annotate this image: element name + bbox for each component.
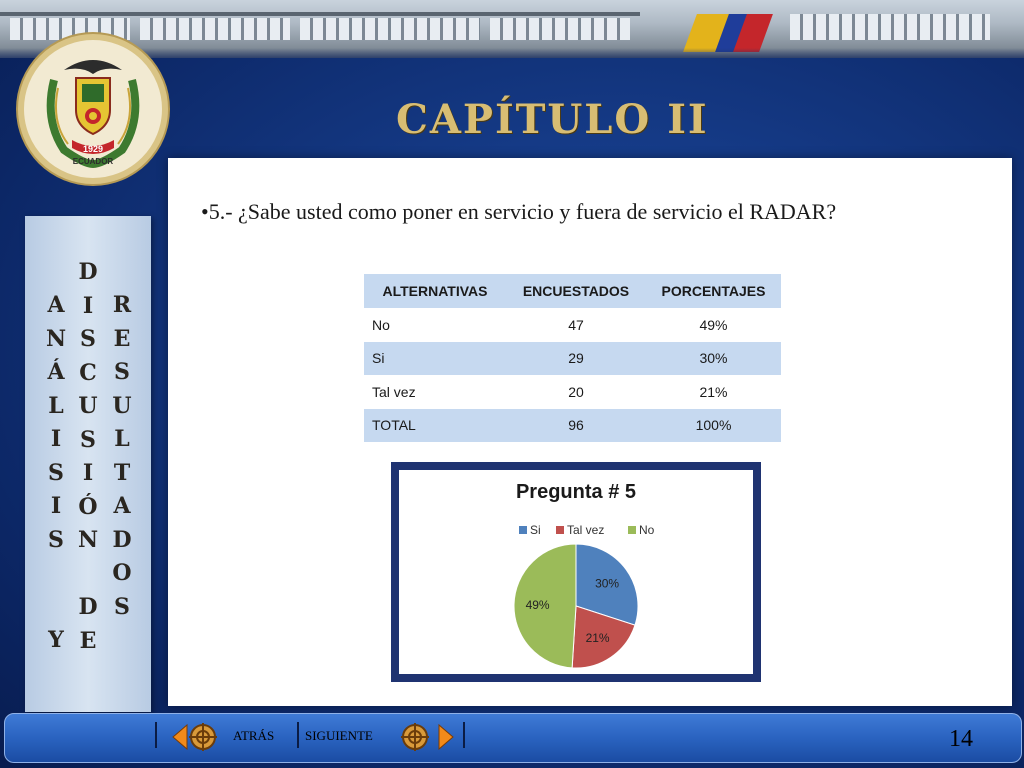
- table-row: [364, 308, 781, 342]
- side-letter: N: [45, 325, 67, 352]
- table-header-row: [364, 274, 781, 308]
- side-letter: T: [113, 459, 131, 486]
- table-cell: No: [372, 316, 390, 333]
- side-letter: Á: [47, 359, 65, 385]
- nav-separator: [155, 722, 157, 748]
- legend-label: No: [639, 523, 655, 537]
- nav-separator: [297, 722, 299, 748]
- results-table: [364, 274, 781, 442]
- table-cell: 21%: [699, 383, 728, 400]
- side-letter: S: [80, 426, 96, 453]
- side-letter: L: [114, 426, 130, 452]
- logo-country: ECUADOR: [72, 157, 114, 166]
- legend-swatch: [556, 526, 564, 534]
- back-button[interactable]: [169, 719, 221, 755]
- logo-year: 1929: [82, 144, 104, 154]
- legend-swatch: [628, 526, 636, 534]
- legend-swatch: [519, 526, 527, 534]
- side-letter: O: [112, 560, 132, 586]
- side-letter: [39, 557, 73, 591]
- table-row: [364, 342, 781, 376]
- side-letter: S: [114, 593, 130, 620]
- side-letter: [39, 591, 73, 625]
- table-header: ENCUESTADOS: [506, 274, 646, 308]
- side-letter: I: [50, 426, 62, 452]
- side-text-analisis-y: [39, 289, 73, 658]
- side-letter: S: [114, 359, 130, 385]
- table-cell: 49%: [699, 316, 728, 333]
- side-letter: Y: [48, 627, 64, 653]
- side-letter: I: [82, 460, 94, 486]
- side-letter: S: [80, 326, 96, 352]
- legend-label: Si: [530, 523, 541, 537]
- table-cell: 29: [506, 342, 646, 376]
- table-cell: 47: [568, 316, 584, 333]
- legend-label: Tal vez: [567, 523, 605, 537]
- side-letter: C: [79, 359, 97, 386]
- side-letter: Ó: [78, 493, 98, 520]
- navigation-bar: [4, 713, 1022, 763]
- side-letter: U: [78, 393, 98, 419]
- table-header: ALTERNATIVAS: [364, 274, 506, 308]
- pie-data-label: 30%: [595, 576, 620, 591]
- side-letter: S: [48, 526, 64, 553]
- side-letter: D: [78, 594, 98, 620]
- table-cell: 96: [506, 409, 646, 443]
- side-letter: I: [50, 493, 62, 519]
- side-text-resultados: [105, 289, 139, 624]
- chapter-title: CAPÍTULO II: [396, 96, 709, 143]
- side-letter: N: [77, 527, 99, 553]
- side-letter: L: [48, 392, 64, 419]
- side-letter: A: [47, 292, 65, 318]
- table-cell: 20: [568, 383, 584, 400]
- pie-data-label: 21%: [585, 630, 610, 645]
- next-button[interactable]: [397, 719, 449, 755]
- table-cell: 30%: [646, 342, 781, 376]
- side-letter: R: [112, 292, 132, 318]
- side-letter: D: [112, 526, 132, 553]
- side-letter: I: [82, 292, 94, 319]
- side-letter: U: [112, 392, 132, 419]
- nav-separator: [463, 722, 465, 748]
- pie-chart-frame: [391, 462, 761, 682]
- table-row: [364, 375, 781, 409]
- pie-chart: [399, 470, 753, 674]
- table-row: [364, 409, 781, 443]
- content-panel: [168, 158, 1012, 706]
- chart-legend: [519, 523, 655, 537]
- table-cell: Si: [364, 342, 506, 376]
- side-text-discusion-de: [71, 256, 105, 658]
- institution-logo: [18, 34, 168, 184]
- back-arrow-icon: [169, 719, 221, 755]
- side-letter: A: [113, 493, 131, 519]
- side-letter: E: [79, 627, 97, 654]
- side-letter: E: [113, 325, 131, 352]
- table-header: PORCENTAJES: [646, 274, 781, 308]
- table-cell: 100%: [646, 409, 781, 443]
- table-cell: Tal vez: [372, 383, 416, 400]
- chart-title: Pregunta # 5: [515, 481, 637, 503]
- table-cell: TOTAL: [364, 409, 506, 443]
- side-letter: S: [48, 459, 64, 486]
- side-letter: [71, 558, 105, 592]
- section-side-panel: [25, 216, 151, 712]
- pie-data-label: 49%: [525, 597, 550, 612]
- question-text: •5.- ¿Sabe usted como poner en servicio y fuera de servicio el RADAR?: [201, 199, 837, 224]
- next-arrow-icon: [397, 719, 457, 755]
- next-label[interactable]: SIGUIENTE: [305, 728, 373, 743]
- page-number: 14: [949, 726, 973, 752]
- back-label[interactable]: ATRÁS: [233, 728, 275, 743]
- side-letter: D: [78, 259, 98, 285]
